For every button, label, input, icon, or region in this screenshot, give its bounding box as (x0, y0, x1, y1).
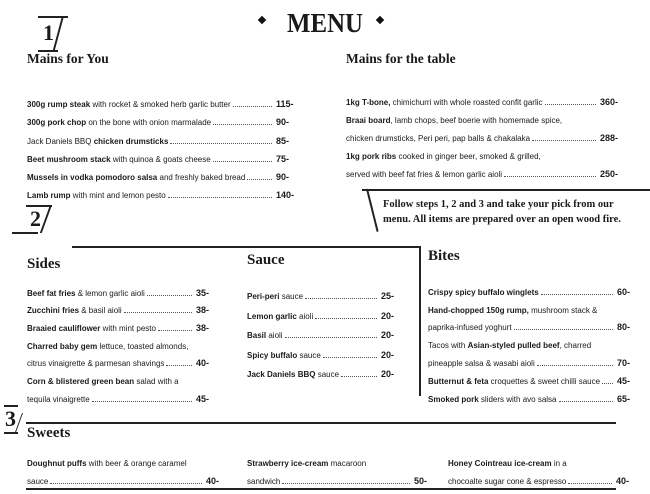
item-price: 90- (276, 171, 290, 182)
item-description (27, 100, 231, 109)
menu-item (247, 282, 407, 301)
item-name: 1kg pork ribs (346, 152, 397, 161)
item-name: Lemon garlic (247, 311, 297, 321)
section-heading: Mains for the table (346, 51, 456, 66)
menu-item-line (27, 182, 302, 200)
item-description (448, 459, 567, 468)
item-text: Tacos with (428, 341, 468, 351)
item-price: 80- (617, 322, 631, 333)
dot-leader (315, 318, 377, 319)
dot-leader (545, 104, 596, 105)
item-name: 300g pork chop (27, 118, 87, 128)
item-text: , charred (559, 341, 592, 351)
item-description (346, 116, 562, 125)
menu-item (346, 89, 626, 107)
menu-item (428, 386, 643, 404)
menu-item (346, 143, 626, 179)
menu-item-line (27, 164, 302, 182)
item-description (428, 323, 512, 332)
menu-item (428, 297, 643, 333)
menu-item (448, 450, 642, 486)
item-name: Zucchini fries (27, 306, 80, 316)
item-description (346, 170, 502, 179)
menu-item-line (428, 368, 643, 386)
menu-item-line (247, 360, 407, 379)
menu-item-line (247, 450, 440, 468)
item-price: 38- (196, 305, 210, 316)
menu-item-line (27, 146, 302, 164)
item-text: & lemon garlic aioli (75, 288, 145, 298)
item-description (27, 477, 48, 486)
menu-item (428, 332, 643, 368)
item-name: Doughnut puffs (27, 459, 87, 468)
item-text: croquettes & sweet chilli sauce (488, 376, 601, 386)
item-name: Honey Cointreau ice-cream (448, 459, 552, 468)
item-text: sauce (27, 477, 49, 486)
item-price: 115- (276, 99, 294, 110)
item-name: Mussels in vodka pomodoro salsa (27, 172, 158, 182)
item-name: Smoked pork (428, 394, 479, 404)
menu-item (27, 369, 222, 404)
item-name: Beef fat fries (27, 288, 76, 298)
item-text: sliders with avo salsa (478, 394, 557, 404)
item-description (27, 395, 90, 404)
item-price: 40- (616, 476, 630, 486)
item-text: with mint and lemon pesto (70, 191, 166, 201)
item-description (27, 306, 122, 315)
menu-item (247, 340, 407, 359)
menu-item (27, 164, 302, 182)
item-text: salad with a (134, 377, 179, 387)
item-price: 20- (381, 368, 395, 379)
item-description (27, 118, 211, 127)
menu-item (27, 182, 302, 200)
item-name: Hand-chopped 150g rump, (428, 305, 529, 315)
item-text: lettuce, toasted almonds, (97, 341, 189, 351)
menu-item-line (448, 468, 642, 486)
menu-item-line (448, 450, 642, 468)
item-text: macaroon (328, 459, 367, 468)
dot-leader (158, 330, 192, 331)
menu-item (247, 301, 407, 320)
item-price: 45- (196, 393, 210, 404)
step-number: 2 (30, 206, 41, 231)
item-text: on the bone with onion marmalade (86, 118, 212, 128)
item-description (247, 459, 366, 468)
item-price: 40- (196, 358, 210, 369)
item-price: 90- (276, 117, 290, 128)
item-text: and freshly baked bread (157, 172, 246, 182)
menu-item-line (27, 450, 232, 468)
item-name: Peri-peri (247, 292, 280, 302)
item-price: 288- (600, 133, 619, 143)
dot-leader (305, 298, 377, 299)
menu-item (27, 315, 222, 333)
menu-item-line (247, 301, 407, 320)
item-name: 1kg T-bone, (346, 98, 391, 107)
item-text: in a (551, 459, 567, 468)
item-text: mushroom stack & (528, 305, 598, 315)
item-description (428, 288, 539, 297)
menu-item-line (428, 350, 643, 368)
item-text: with mint pesto (100, 324, 156, 334)
item-description (247, 351, 321, 360)
item-description (346, 134, 530, 143)
dot-leader (504, 176, 596, 177)
step-number: 1 (43, 20, 54, 45)
item-description (247, 477, 280, 486)
dot-leader (50, 483, 202, 484)
menu-item-line (27, 468, 232, 486)
section-heading: Mains for You (27, 51, 109, 66)
item-text: with beer & orange caramel (86, 459, 187, 468)
item-text: with quinoa & goats cheese (110, 154, 211, 164)
menu-item-line (27, 298, 222, 316)
item-text: & basil aioli (79, 306, 122, 316)
item-text: citrus vinaigrette & parmesan shavings (27, 359, 165, 369)
item-price: 85- (276, 135, 290, 146)
menu-item (428, 368, 643, 386)
item-description (247, 370, 339, 379)
item-description (27, 359, 164, 368)
item-text: sauce (279, 292, 304, 302)
dot-leader (282, 483, 410, 484)
menu-item (247, 450, 440, 486)
item-price: 25- (381, 291, 395, 302)
section-heading: Sweets (27, 425, 71, 441)
section-heading: Bites (428, 248, 460, 264)
dot-leader (323, 357, 377, 358)
item-name: Spicy buffalo (247, 350, 298, 360)
item-text: chicken drumsticks, Peri peri, pap balls & chakalaka (346, 134, 531, 143)
item-text: Jack Daniels BBQ (27, 136, 94, 146)
item-description (27, 155, 211, 164)
dot-leader (514, 329, 613, 330)
item-price: 75- (276, 153, 290, 164)
menu-item (247, 321, 407, 340)
menu-item-line (27, 91, 302, 109)
menu-item-line (428, 315, 643, 333)
item-description (247, 331, 283, 340)
item-name: Butternut & feta (428, 376, 489, 386)
section-heading: Sides (27, 256, 61, 272)
item-description (27, 289, 145, 298)
dot-leader (602, 383, 613, 384)
menu-item (27, 333, 222, 368)
item-name: Jack Daniels BBQ (247, 369, 316, 379)
item-price: 40- (206, 476, 220, 486)
menu-item-line (346, 161, 626, 179)
dot-leader (285, 337, 377, 338)
item-name: Lamb rump (27, 191, 71, 201)
menu-item (27, 109, 302, 127)
item-description (428, 395, 557, 404)
menu-item-line (428, 386, 643, 404)
menu-item-line (247, 468, 440, 486)
dot-leader (166, 365, 192, 366)
dot-leader (170, 143, 272, 144)
item-description (27, 342, 188, 351)
item-description (428, 359, 535, 368)
item-text: aioli (266, 331, 283, 341)
item-price: 38- (196, 323, 210, 334)
step-number: 3 (5, 406, 16, 431)
item-description (428, 377, 600, 386)
dot-leader (559, 401, 614, 402)
menu-item-line (247, 321, 407, 340)
item-text: aioli (296, 311, 314, 321)
item-description (428, 306, 597, 315)
item-text: sauce (315, 369, 340, 379)
menu-item-line (27, 351, 222, 369)
item-description (247, 312, 313, 321)
item-name: Beet mushroom stack (27, 154, 111, 164)
menu-item-line (428, 332, 643, 350)
item-name: Braaied cauliflower (27, 324, 101, 334)
menu-item (346, 107, 626, 143)
menu-title: MENU (287, 8, 363, 38)
dot-leader (247, 179, 272, 180)
menu-item-line (428, 279, 643, 297)
item-text: served with beef fat fries & lemon garlic aioli (346, 170, 503, 179)
item-name: chicken drumsticks (93, 136, 169, 146)
item-name: 300g rump steak (27, 100, 91, 110)
item-price: 45- (617, 375, 631, 386)
item-text: paprika-infused yoghurt (428, 323, 512, 333)
item-text: sauce (297, 350, 321, 360)
step-1-marker (38, 16, 68, 52)
item-price: 140- (276, 190, 295, 201)
item-price: 50- (414, 476, 428, 486)
dot-leader (537, 365, 613, 366)
step-3-marker (4, 405, 28, 435)
menu-item (27, 280, 222, 298)
item-text: sandwich (247, 477, 281, 486)
item-name: Asian-styled pulled beef (467, 341, 560, 351)
menu-item-line (27, 280, 222, 298)
item-name: Basil (247, 331, 267, 341)
menu-item-line (428, 297, 643, 315)
menu-item-line (27, 127, 302, 145)
item-price: 70- (617, 357, 631, 368)
dot-leader (92, 401, 192, 402)
item-price: 20- (381, 310, 395, 321)
menu-item-line (346, 143, 626, 161)
menu-item-line (27, 333, 222, 351)
dot-leader (541, 294, 613, 295)
item-name: Braai board (346, 116, 391, 125)
item-price: 360- (600, 97, 619, 107)
item-name: Crispy spicy buffalo winglets (428, 287, 539, 297)
menu-item-line (27, 369, 222, 387)
item-text: chocoalte sugar cone & espresso (448, 477, 567, 486)
menu-item-line (247, 282, 407, 301)
item-description (27, 137, 168, 146)
item-description (27, 324, 156, 333)
item-description (27, 191, 166, 200)
dot-leader (233, 106, 272, 107)
item-description (27, 173, 245, 182)
item-description (247, 292, 303, 301)
item-text: chimichurri with whole roasted confit garlic (390, 98, 543, 107)
item-description (448, 477, 566, 486)
item-description (27, 377, 179, 386)
item-description (346, 152, 541, 161)
item-text: with rocket & smoked herb garlic butter (90, 100, 231, 110)
dot-leader (213, 161, 272, 162)
item-text: cooked in ginger beer, smoked & grilled, (396, 152, 541, 161)
section-heading: Sauce (247, 252, 285, 268)
dot-leader (532, 140, 596, 141)
dot-leader (168, 197, 272, 198)
menu-item (428, 279, 643, 297)
item-name: Corn & blistered green bean (27, 377, 135, 387)
item-description (428, 341, 591, 350)
item-name: Strawberry ice-cream (247, 459, 329, 468)
item-description (346, 98, 543, 107)
item-price: 250- (600, 169, 619, 179)
item-text: tequila vinaigrette (27, 394, 90, 404)
menu-item-line (27, 315, 222, 333)
item-text: pineapple salsa & wasabi aioli (428, 358, 535, 368)
step-2-marker (26, 205, 56, 235)
menu-item (27, 91, 302, 109)
item-text: , lamb chops, beef boerie with homemade spice, (390, 116, 563, 125)
menu-item (27, 127, 302, 145)
menu-item-line (346, 107, 626, 125)
menu-item-line (27, 109, 302, 127)
menu-item-line (247, 340, 407, 359)
menu-item (247, 360, 407, 379)
instructions-callout: Follow steps 1, 2 and 3 and take your pick from our menu. All items are prepared over an open wood fire. (383, 199, 621, 225)
dot-leader (147, 295, 192, 296)
item-description (27, 459, 187, 468)
menu-item-line (346, 125, 626, 143)
menu-item (27, 298, 222, 316)
item-name: Charred baby gem (27, 341, 98, 351)
item-price: 20- (381, 330, 395, 341)
item-price: 35- (196, 287, 210, 298)
dot-leader (124, 312, 192, 313)
menu-item-line (346, 89, 626, 107)
menu-item (27, 450, 232, 486)
item-price: 20- (381, 349, 395, 360)
dot-leader (568, 483, 612, 484)
menu-item (27, 146, 302, 164)
dot-leader (213, 124, 272, 125)
dot-leader (341, 376, 377, 377)
item-price: 65- (617, 393, 631, 404)
menu-item-line (27, 386, 222, 404)
item-price: 60- (617, 286, 631, 297)
